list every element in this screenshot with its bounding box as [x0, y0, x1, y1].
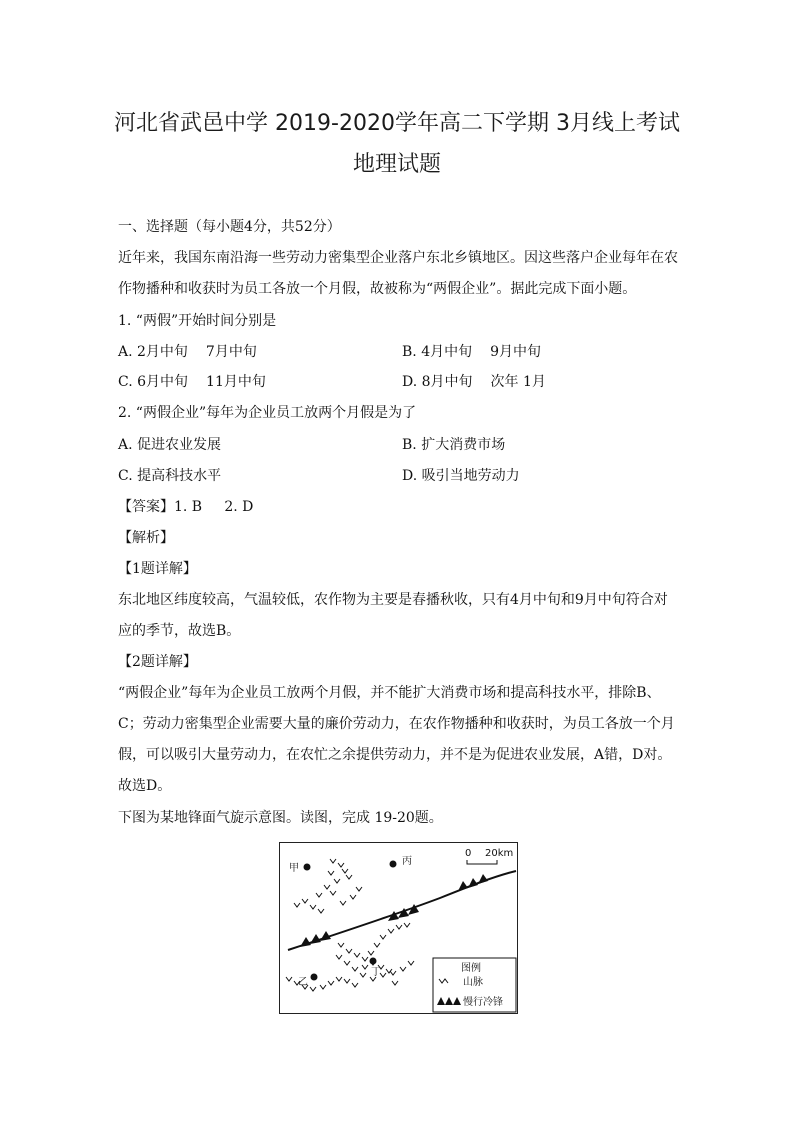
q1-option-b-second: 9月中旬 [490, 344, 542, 360]
q1-option-d-month: D. 8月中旬 [402, 374, 473, 390]
scale-label: 20km [485, 848, 514, 859]
cold-front-legend-icon [437, 997, 461, 1005]
label-yi: 乙 [298, 977, 308, 988]
q1-option-d-second: 次年 1月 [490, 374, 546, 390]
q1-option-c-second: 11月中旬 [206, 374, 266, 390]
section-heading: 一、选择题（每小题4分，共52分） [118, 219, 341, 235]
q2-stem: 2. “两假企业”每年为企业员工放两个月假是为了 [118, 405, 417, 421]
q1-option-b-month: B. 4月中旬 [402, 344, 473, 360]
answer-line: 【答案】1. B 2. D [118, 499, 254, 515]
legend-mountain: 山脉 [463, 977, 483, 988]
scale-bar [467, 860, 497, 864]
point-yi [311, 974, 318, 981]
q1-option-b[interactable] [402, 342, 541, 362]
legend-front: 慢行冷锋 [463, 997, 503, 1008]
q1-option-d[interactable] [402, 372, 546, 392]
doc-title: 河北省武邑中学 2019-2020学年高二下学期 3月线上考试 [114, 111, 680, 136]
intro-line-2: 作物播种和收获时为员工各放一个月假，故被称为“两假企业”。据此完成下面小题。 [118, 281, 637, 297]
q2-detail-line-1: “两假企业”每年为企业员工放两个月假，并不能扩大消费市场和提高科技水平，排除B、 [118, 685, 661, 701]
q2-option-d[interactable]: D. 吸引当地劳动力 [402, 468, 520, 484]
q1-option-c-month: C. 6月中旬 [118, 374, 189, 390]
label-ding: 丁 [371, 967, 381, 978]
label-bing: 丙 [402, 856, 412, 867]
point-jia [304, 864, 311, 871]
figure-intro: 下图为某地锋面气旋示意图。读图，完成 19-20题。 [118, 810, 443, 826]
q2-option-b[interactable]: B. 扩大消费市场 [402, 437, 506, 453]
q1-option-c[interactable] [118, 372, 266, 392]
cold-front-triangles [300, 874, 488, 947]
point-ding [370, 958, 377, 965]
q2-detail-line-3: 假，可以吸引大量劳动力，在农忙之余提供劳动力，并不是为促进农业发展，A错，D对。 [118, 747, 672, 763]
q1-detail-line-1: 东北地区纬度较高，气温较低，农作物为主要是春播秋收，只有4月中旬和9月中旬符合对 [118, 592, 668, 608]
map-svg [280, 843, 517, 1013]
q2-option-c[interactable]: C. 提高科技水平 [118, 468, 222, 484]
q2-detail-line-2: C；劳动力密集型企业需要大量的廉价劳动力，在农作物播种和收获时，为员工各放一个月 [118, 716, 675, 732]
scale-zero: 0 [465, 848, 472, 859]
legend-title: 图例 [461, 963, 481, 974]
q2-option-a[interactable]: A. 促进农业发展 [118, 437, 222, 453]
q1-option-a[interactable] [118, 342, 257, 362]
intro-line-1: 近年来，我国东南沿海一些劳动力密集型企业落户东北乡镇地区。因这些落户企业每年在农 [118, 250, 678, 266]
q2-detail-heading: 【2题详解】 [118, 654, 197, 670]
q1-detail-line-2: 应的季节，故选B。 [118, 623, 241, 639]
q1-detail-heading: 【1题详解】 [118, 561, 197, 577]
frontal-cyclone-map [279, 842, 518, 1014]
q1-option-a-month: A. 2月中旬 [118, 344, 188, 360]
q2-detail-line-4: 故选D。 [118, 778, 172, 794]
q1-option-a-second: 7月中旬 [205, 344, 257, 360]
analysis-heading: 【解析】 [118, 530, 174, 546]
doc-subtitle: 地理试题 [352, 152, 441, 177]
q1-stem: 1. “两假”开始时间分别是 [118, 313, 277, 329]
point-bing [390, 861, 397, 868]
label-jia: 甲 [289, 863, 299, 874]
mountain-ranges [286, 859, 414, 991]
